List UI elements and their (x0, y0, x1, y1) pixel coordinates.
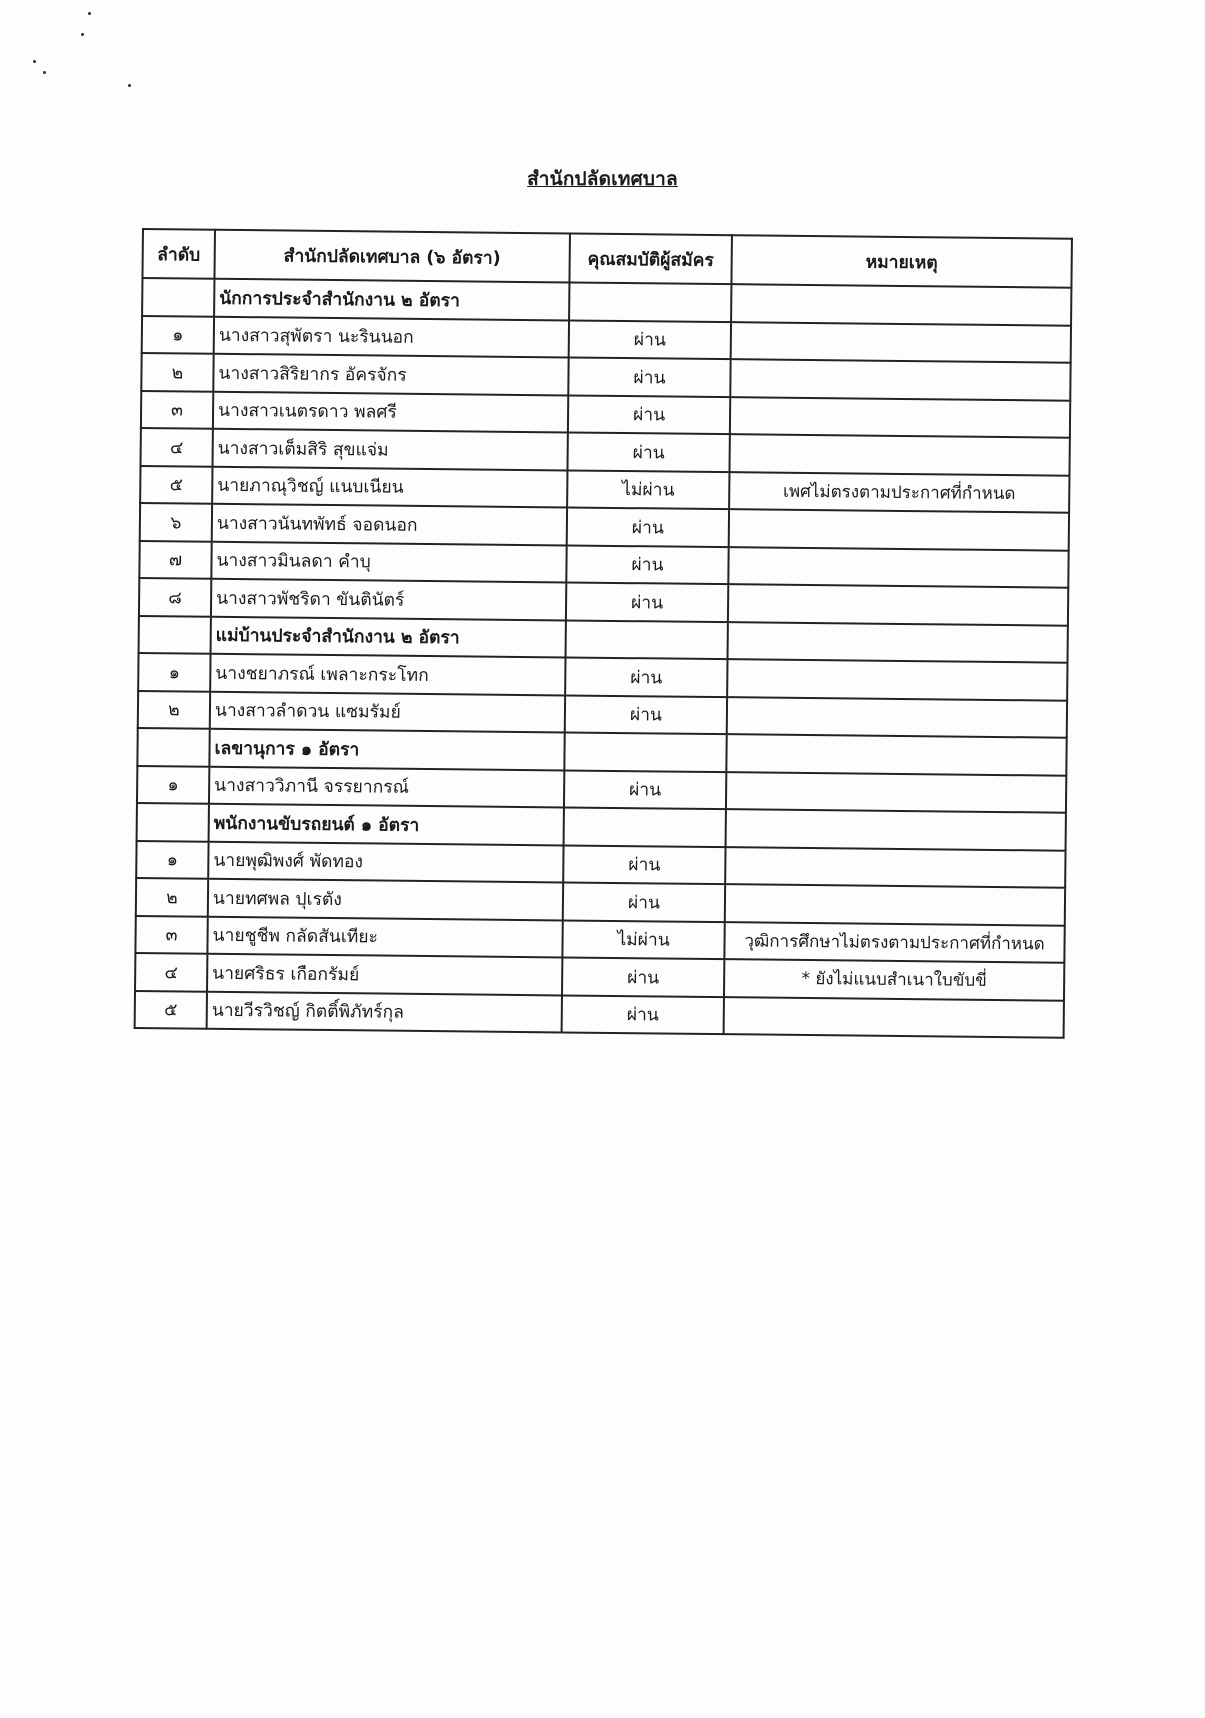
remark-cell (727, 697, 1067, 738)
page-title: สำนักปลัดเทศบาล (527, 168, 678, 190)
table-body (135, 278, 1072, 1038)
applicant-name: นายวีรวิชญ์ กิตติ์พิภัทร์กุล (207, 991, 562, 1032)
remark-cell (729, 509, 1069, 550)
qualification-status: ผ่าน (568, 357, 730, 396)
row-number: ๘ (139, 578, 211, 616)
qualification-status: ผ่าน (565, 657, 727, 696)
qualification-status: ผ่าน (563, 882, 725, 921)
remark-cell (725, 884, 1065, 925)
row-number: ๑ (138, 653, 210, 691)
header-order: ลำดับ (142, 229, 215, 279)
section-remark-cell (726, 809, 1066, 850)
section-order-cell (139, 615, 211, 653)
applicant-name: นางสาวสุพัตรา นะรินนอก (214, 316, 569, 357)
qualification-status: ผ่าน (567, 432, 729, 471)
qualification-status: ผ่าน (566, 545, 728, 584)
remark-cell (728, 547, 1068, 588)
qualification-status: ผ่าน (568, 395, 730, 434)
remark-cell: เพศไม่ตรงตามประกาศที่กำหนด (729, 472, 1069, 513)
remark-cell (730, 359, 1070, 400)
row-number: ๗ (139, 540, 211, 578)
applicant-name: นางสาวลำดวน แซมรัมย์ (210, 691, 565, 732)
applicant-name: นายชูชีพ กลัดสันเทียะ (207, 916, 562, 957)
scan-speck (43, 71, 46, 74)
applicant-name: นางสาวมินลดา คำบุ (211, 541, 566, 582)
header-name: สำนักปลัดเทศบาล (๖ อัตรา) (214, 230, 569, 283)
results-table-wrapper (134, 228, 1071, 1039)
row-number: ๒ (141, 353, 213, 391)
section-heading: นักการประจำสำนักงาน ๒ อัตรา (214, 279, 569, 320)
remark-cell (730, 397, 1070, 438)
scan-speck (33, 60, 36, 63)
scan-speck (128, 84, 131, 87)
applicant-name: นางสาวสิริยากร อัครจักร (213, 354, 568, 395)
row-number: ๓ (141, 391, 213, 429)
applicant-name: นายภาณุวิชญ์ แนบเนียน (212, 466, 567, 507)
remark-cell (726, 772, 1066, 813)
header-remark: หมายเหตุ (731, 235, 1071, 288)
section-remark-cell (726, 734, 1066, 775)
applicant-name: นางสาวพัชริดา ขันตินัตร์ (211, 579, 566, 620)
row-number: ๕ (140, 465, 212, 503)
remark-cell: วุฒิการศึกษาไม่ตรงตามประกาศที่กำหนด (724, 922, 1064, 963)
row-number: ๑ (142, 316, 214, 354)
section-heading: เลขานุการ ๑ อัตรา (209, 729, 564, 770)
row-number: ๔ (135, 953, 207, 991)
applicant-name: นายพุฒิพงศ์ พัดทอง (208, 841, 563, 882)
qualification-status: ผ่าน (565, 695, 727, 734)
qualification-status: ผ่าน (564, 770, 726, 809)
qualification-status: ผ่าน (562, 957, 724, 996)
row-number: ๔ (141, 428, 213, 466)
row-number: ๕ (135, 990, 207, 1028)
section-heading: พนักงานขับรถยนต์ ๑ อัตรา (209, 804, 564, 845)
section-remark-cell (731, 284, 1071, 325)
row-number: ๓ (135, 915, 207, 953)
row-number: ๒ (136, 878, 208, 916)
applicant-name: นางสาวเต็มสิริ สุขแจ่ม (213, 429, 568, 470)
section-remark-cell (728, 622, 1068, 663)
row-number: ๑ (137, 765, 209, 803)
remark-cell: * ยังไม่แนบสำเนาใบขับขี่ (724, 959, 1064, 1000)
applicant-name: นางสาววิภานี จรรยากรณ์ (209, 766, 564, 807)
remark-cell (731, 322, 1071, 363)
section-order-cell (142, 278, 214, 316)
qualification-status: ผ่าน (567, 507, 729, 546)
qualification-status: ผ่าน (569, 320, 731, 359)
section-order-cell (137, 728, 209, 766)
qualification-status: ผ่าน (566, 582, 728, 621)
header-qualification: คุณสมบัติผู้สมัคร (569, 233, 732, 284)
qualification-status: ไม่ผ่าน (562, 920, 724, 959)
remark-cell (728, 584, 1068, 625)
section-status-cell (564, 732, 726, 771)
remark-cell (727, 659, 1067, 700)
remark-cell (725, 847, 1065, 888)
qualification-status: ผ่าน (563, 845, 725, 884)
scan-speck (81, 33, 84, 36)
section-status-cell (569, 282, 731, 321)
remark-cell (729, 434, 1069, 475)
row-number: ๖ (140, 503, 212, 541)
row-number: ๑ (136, 840, 208, 878)
qualification-status: ผ่าน (562, 995, 724, 1034)
applicant-name: นางสาวเนตรดาว พลศรี (213, 391, 568, 432)
row-number: ๒ (138, 690, 210, 728)
section-order-cell (137, 803, 209, 841)
applicant-name: นายศริธร เกือกรัมย์ (207, 954, 562, 995)
results-table (134, 228, 1073, 1039)
applicant-name: นายทศพล ปุเรตัง (208, 879, 563, 920)
section-status-cell (564, 807, 726, 846)
remark-cell (724, 997, 1064, 1038)
applicant-name: นางชยาภรณ์ เพลาะกระโทก (210, 654, 565, 695)
qualification-status: ไม่ผ่าน (567, 470, 729, 509)
applicant-name: นางสาวนันทพัทธ์ จอดนอก (212, 504, 567, 545)
section-status-cell (566, 620, 728, 659)
section-heading: แม่บ้านประจำสำนักงาน ๒ อัตรา (211, 616, 566, 657)
scan-speck (88, 12, 91, 15)
